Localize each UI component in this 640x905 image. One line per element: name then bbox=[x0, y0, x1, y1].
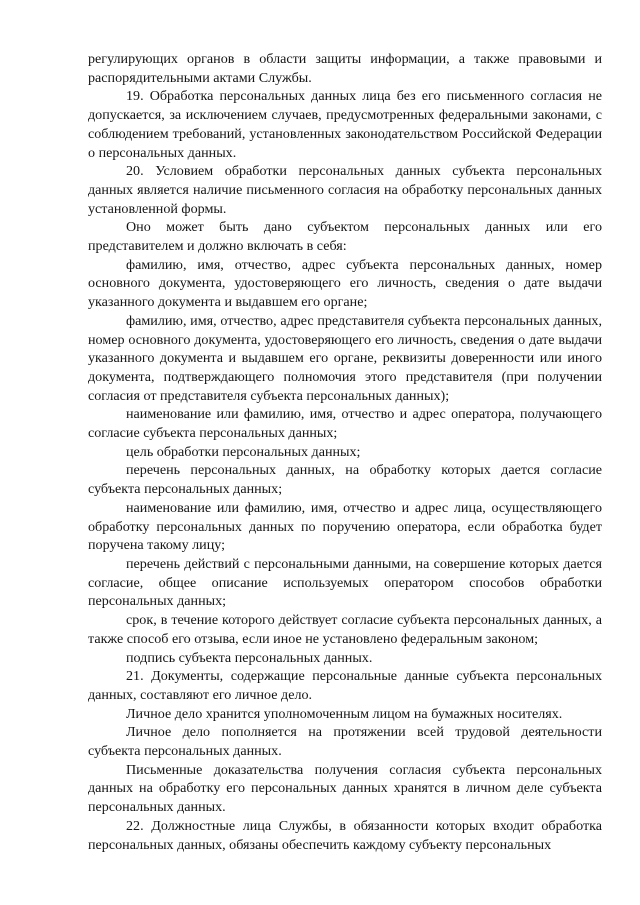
paragraph-continuation: регулирующих органов в области защиты информации, а также правовыми и распорядительными актами Службы. bbox=[88, 51, 602, 86]
list-item-representative-details: фамилию, имя, отчество, адрес представителя субъекта персональных данных, номер основного документа, удостоверяющего его личность, сведения о дате выдачи указанного документа и выдавшем его органе, реквизиты доверенности или иного документа, подтверждающего полномочия этого представителя (при получении согласия от представителя субъекта персональных данных); bbox=[88, 312, 602, 404]
paragraph-file-updates: Личное дело пополняется на протяжении всей трудовой деятельности субъекта персональных данных. bbox=[88, 724, 602, 760]
list-item-actions: перечень действий с персональными данными, на совершение которых дается согласие, общее описание используемых оператором способов обработки персональных данных; bbox=[88, 555, 602, 610]
paragraph-consent-intro: Оно может быть дано субъектом персональных данных или его представителем и должно включать в себя: bbox=[88, 219, 602, 255]
paragraph-22: 22. Должностные лица Службы, в обязанности которых входит обработка персональных данных, обязаны обеспечить каждому субъекту персональных bbox=[88, 817, 602, 853]
paragraph-consent-evidence: Письменные доказательства получения согласия субъекта персональных данных на обработку его персональных данных хранятся в личном деле субъекта персональных данных. bbox=[88, 761, 602, 816]
list-item-term: срок, в течение которого действует согласие субъекта персональных данных, а также способ его отзыва, если иное не установлено федеральным законом; bbox=[88, 612, 602, 647]
paragraph-20: 20. Условием обработки персональных данных субъекта персональных данных является наличие письменного согласия на обработку персональных данных установленной формы. bbox=[88, 163, 602, 217]
paragraph-19: 19. Обработка персональных данных лица без его письменного согласия не допускается, за исключением случаев, предусмотренных федеральными законами, с соблюдением требований, установленных законодательством Российской Федерации о персональных данных. bbox=[88, 88, 602, 161]
list-item-subject-details: фамилию, имя, отчество, адрес субъекта персональных данных, номер основного документа, удостоверяющего его личность, сведения о дате выдачи указанного документа и выдавшем его органе; bbox=[88, 256, 602, 311]
list-item-data-list: перечень персональных данных, на обработку которых дается согласие субъекта персональных данных; bbox=[88, 462, 602, 498]
list-item-processor: наименование или фамилию, имя, отчество и адрес лица, осуществляющего обработку персональных данных по поручению оператора, если обработка будет поручена такому лицу; bbox=[88, 499, 602, 554]
paragraph-21: 21. Документы, содержащие персональные данные субъекта персональных данных, составляют его личное дело. bbox=[88, 668, 602, 703]
list-item-purpose: цель обработки персональных данных; bbox=[126, 443, 361, 460]
list-item-signature: подпись субъекта персональных данных. bbox=[126, 649, 373, 666]
paragraph-file-storage: Личное дело хранится уполномоченным лицом на бумажных носителях. bbox=[126, 705, 563, 722]
list-item-operator: наименование или фамилию, имя, отчество и адрес оператора, получающего согласие субъекта персональных данных; bbox=[88, 406, 602, 442]
